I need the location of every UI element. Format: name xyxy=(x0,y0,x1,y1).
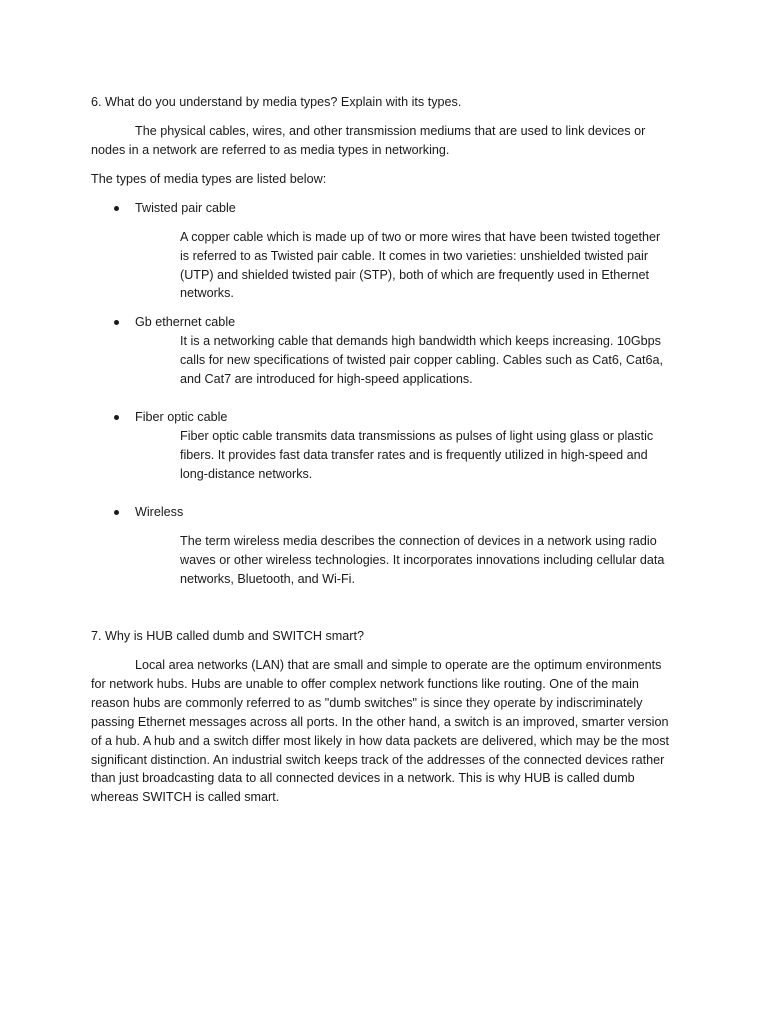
bullet-icon xyxy=(114,320,119,325)
q7-body-line: reason hubs are commonly referred to as "dumb switches" is since they operate by indiscriminately xyxy=(91,696,643,710)
q7-body-line: Local area networks (LAN) that are small and simple to operate are the optimum environments xyxy=(135,658,662,672)
q6-list-intro: The types of media types are listed below: xyxy=(91,172,327,186)
q6-heading: 6. What do you understand by media types? Explain with its types. xyxy=(91,95,462,109)
item-desc-line: (UTP) and shielded twisted pair (STP), both of which are frequently used in Ethernet xyxy=(180,268,650,282)
item-desc-line: is referred to as Twisted pair cable. It comes in two varieties: unshielded twisted pair xyxy=(180,249,649,263)
q7-body-line: passing Ethernet messages across all ports. In the other hand, a switch is an improved, smarter version xyxy=(91,715,669,729)
q7-body-line: of a hub. A hub and a switch differ most likely in how data packets are delivered, which may be the most xyxy=(91,734,669,748)
q7-body-line: significant distinction. An industrial switch keeps track of the addresses of the connected devices rather xyxy=(91,753,665,767)
item-desc-line: and Cat7 are introduced for high-speed applications. xyxy=(180,372,473,386)
item-desc-line: long-distance networks. xyxy=(180,467,313,481)
bullet-icon xyxy=(114,206,119,211)
q6-intro-line-2: nodes in a network are referred to as media types in networking. xyxy=(91,143,450,157)
item-title-fiber-optic: Fiber optic cable xyxy=(135,410,228,424)
item-desc-line: calls for new specifications of twisted pair copper cabling. Cables such as Cat6, Cat6a, xyxy=(180,353,664,367)
item-desc-line: It is a networking cable that demands high bandwidth which keeps increasing. 10Gbps xyxy=(180,334,661,348)
q7-heading: 7. Why is HUB called dumb and SWITCH smart? xyxy=(91,629,364,643)
item-title-gb-ethernet: Gb ethernet cable xyxy=(135,315,236,329)
bullet-icon xyxy=(114,415,119,420)
q7-body-line: whereas SWITCH is called smart. xyxy=(91,790,280,804)
item-desc-line: waves or other wireless technologies. It incorporates innovations including cellular data xyxy=(180,553,665,567)
bullet-icon xyxy=(114,510,119,515)
item-desc-line: networks, Bluetooth, and Wi-Fi. xyxy=(180,572,355,586)
q7-body-line: than just broadcasting data to all connected devices in a network. This is why HUB is called dumb xyxy=(91,771,635,785)
item-desc-line: The term wireless media describes the connection of devices in a network using radio xyxy=(180,534,657,548)
item-desc-line: networks. xyxy=(180,286,234,300)
item-title-wireless: Wireless xyxy=(135,505,184,519)
item-title-twisted-pair: Twisted pair cable xyxy=(135,201,236,215)
q6-intro-line-1: The physical cables, wires, and other transmission mediums that are used to link devices or xyxy=(135,124,646,138)
item-desc-line: A copper cable which is made up of two or more wires that have been twisted together xyxy=(180,230,661,244)
q7-body-line: for network hubs. Hubs are unable to offer complex network functions like routing. One of the main xyxy=(91,677,639,691)
item-desc-line: fibers. It provides fast data transfer rates and is frequently utilized in high-speed and xyxy=(180,448,648,462)
item-desc-line: Fiber optic cable transmits data transmissions as pulses of light using glass or plastic xyxy=(180,429,654,443)
